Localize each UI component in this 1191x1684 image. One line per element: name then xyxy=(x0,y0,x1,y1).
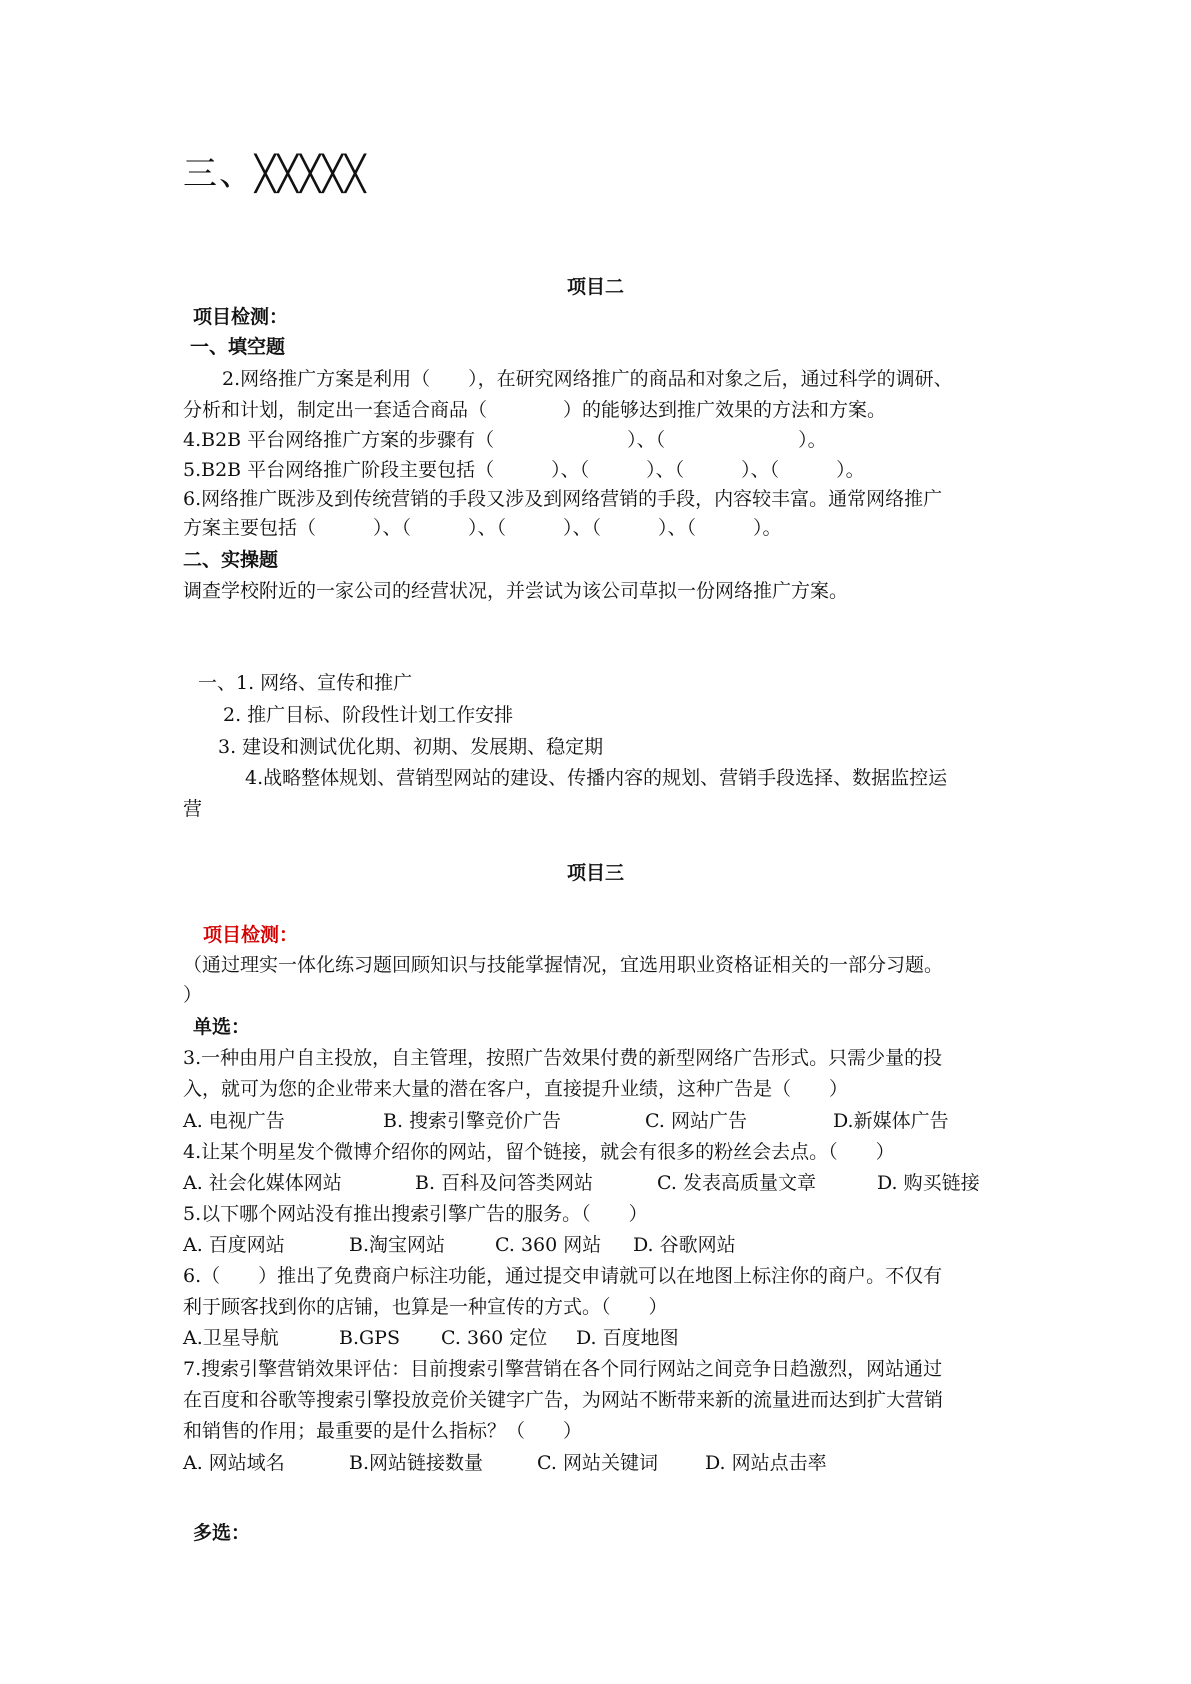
option-b: B.淘宝网站 xyxy=(349,1234,446,1256)
answer-4-line1: 4.战略整体规划、营销型网站的建设、传播内容的规划、营销手段选择、数据监控运 xyxy=(245,767,948,789)
question-4: 4.B2B 平台网络推广方案的步骤有（ ）、（ ）。 xyxy=(183,429,827,451)
p3-question-4: 4.让某个明星发个微博介绍你的网站，留个链接，就会有很多的粉丝会去点。（ ） xyxy=(183,1141,895,1163)
p3-question-6-options xyxy=(183,1325,679,1351)
option-a: A.卫星导航 xyxy=(183,1327,279,1349)
option-c: C. 网站广告 xyxy=(645,1110,747,1132)
multi-choice-heading: 多选： xyxy=(193,1522,251,1544)
question-2-line1: 2.网络推广方案是利用（ ），在研究网络推广的商品和对象之后，通过科学的调研、 xyxy=(222,368,953,390)
p3-question-3-options xyxy=(183,1108,949,1134)
option-a: A. 社会化媒体网站 xyxy=(183,1172,342,1194)
option-b: B. 百科及问答类网站 xyxy=(415,1172,594,1194)
p3-question-3-line1: 3.一种由用户自主投放，自主管理，按照广告效果付费的新型网络广告形式。只需少量的投 xyxy=(183,1047,943,1069)
option-a: A. 电视广告 xyxy=(183,1110,285,1132)
fill-in-heading: 一、填空题 xyxy=(190,336,286,358)
answer-1: 一、1. 网络、宣传和推广 xyxy=(198,672,413,694)
answer-2: 2. 推广目标、阶段性计划工作安排 xyxy=(223,704,514,726)
project2-title: 项目二 xyxy=(566,276,624,298)
p3-question-3-line2: 入，就可为您的企业带来大量的潜在客户，直接提升业绩，这种广告是（ ） xyxy=(183,1078,849,1100)
option-c: C. 360 网站 xyxy=(495,1234,602,1256)
p3-question-5: 5.以下哪个网站没有推出搜索引擎广告的服务。（ ） xyxy=(183,1203,648,1225)
answer-4-line2: 营 xyxy=(183,798,203,820)
question-5: 5.B2B 平台网络推广阶段主要包括（ ）、（ ）、（ ）、（ ）。 xyxy=(183,459,865,481)
option-a: A. 百度网站 xyxy=(183,1234,285,1256)
practice-text: 调查学校附近的一家公司的经营状况，并尝试为该公司草拟一份网络推广方案。 xyxy=(183,580,849,602)
option-b: B. 搜索引擎竞价广告 xyxy=(383,1110,562,1132)
answer-3: 3. 建设和测试优化期、初期、发展期、稳定期 xyxy=(218,736,604,758)
project3-check-label: 项目检测： xyxy=(203,924,299,946)
p3-question-6-line1: 6.（ ）推出了免费商户标注功能，通过提交申请就可以在地图上标注你的商户。不仅有 xyxy=(183,1265,943,1287)
p3-question-7-options xyxy=(183,1450,827,1476)
project3-note-line1: （通过理实一体化练习题回顾知识与技能掌握情况，宜选用职业资格证相关的一部分习题。 xyxy=(183,954,944,976)
section-heading: 三、╳╳╳╳╳ xyxy=(183,154,368,194)
single-choice-heading: 单选： xyxy=(193,1016,251,1038)
p3-question-4-options xyxy=(183,1170,980,1196)
option-d: D. 购买链接 xyxy=(877,1172,980,1194)
option-c: C. 发表高质量文章 xyxy=(657,1172,816,1194)
option-d: D.新媒体广告 xyxy=(833,1110,949,1132)
project2-check-label: 项目检测： xyxy=(193,306,289,328)
question-6-line1: 6.网络推广既涉及到传统营销的手段又涉及到网络营销的手段，内容较丰富。通常网络推广 xyxy=(183,488,943,510)
option-b: B.网站链接数量 xyxy=(349,1452,484,1474)
option-a: A. 网站域名 xyxy=(183,1452,285,1474)
question-6-line2: 方案主要包括（ ）、（ ）、（ ）、（ ）、（ ）。 xyxy=(183,517,782,539)
question-2-line2: 分析和计划，制定出一套适合商品（ ）的能够达到推广效果的方法和方案。 xyxy=(183,399,887,421)
p3-question-7-line3: 和销售的作用；最重要的是什么指标？（ ） xyxy=(183,1420,583,1442)
option-d: D. 网站点击率 xyxy=(705,1452,827,1474)
p3-question-6-line2: 利于顾客找到你的店铺，也算是一种宣传的方式。（ ） xyxy=(183,1296,668,1318)
practice-heading: 二、实操题 xyxy=(183,549,279,571)
p3-question-5-options xyxy=(183,1232,736,1258)
option-b: B.GPS xyxy=(339,1327,400,1349)
option-c: C. 网站关键词 xyxy=(537,1452,658,1474)
option-d: D. 百度地图 xyxy=(576,1327,679,1349)
project3-note-line2: ） xyxy=(183,984,203,1006)
option-d: D. 谷歌网站 xyxy=(633,1234,736,1256)
option-c: C. 360 定位 xyxy=(441,1327,548,1349)
project3-title: 项目三 xyxy=(566,862,624,884)
p3-question-7-line1: 7.搜索引擎营销效果评估：目前搜索引擎营销在各个同行网站之间竞争日趋激烈，网站通过 xyxy=(183,1358,943,1380)
p3-question-7-line2: 在百度和谷歌等搜索引擎投放竞价关键字广告，为网站不断带来新的流量进而达到扩大营销 xyxy=(183,1389,944,1411)
